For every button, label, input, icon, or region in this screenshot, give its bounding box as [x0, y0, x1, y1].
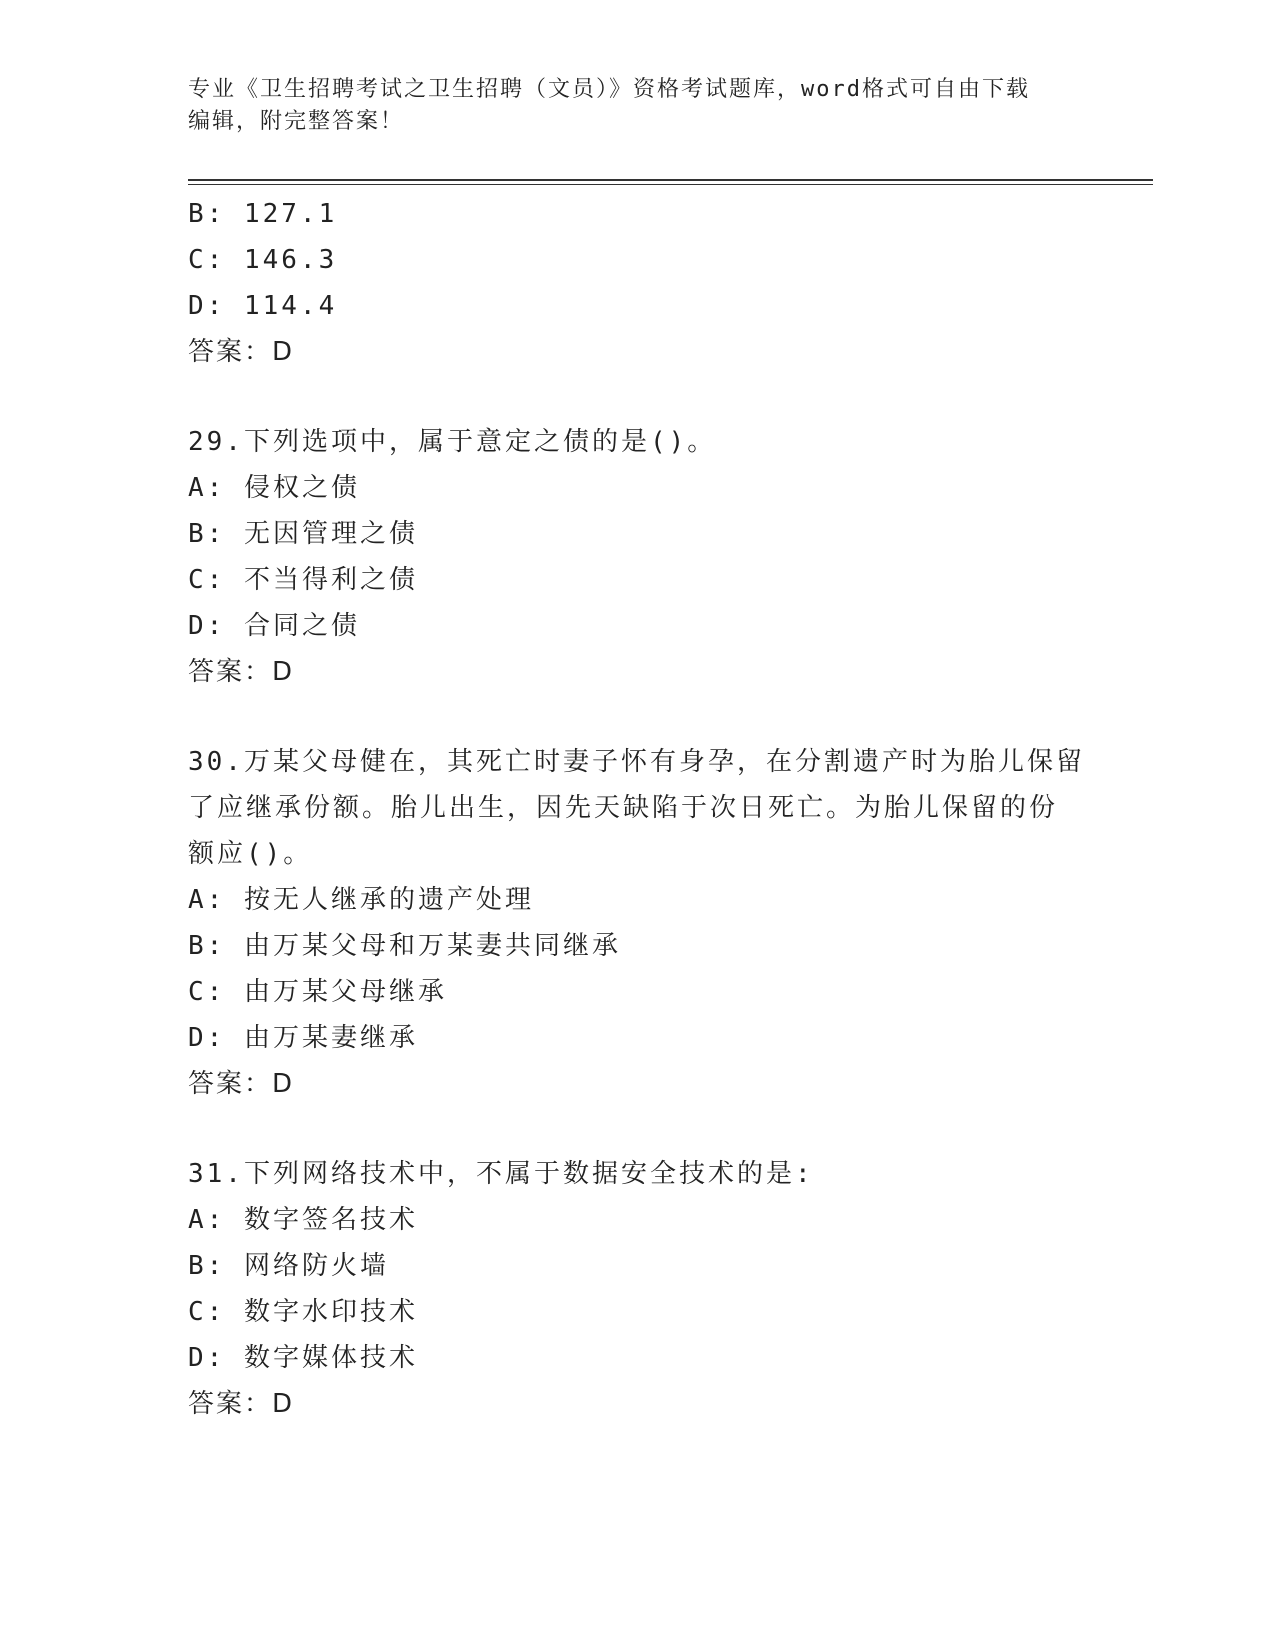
- question-stem: 31.下列网络技术中，不属于数据安全技术的是:: [188, 1159, 814, 1189]
- spacer: [188, 375, 1088, 419]
- document-header: [188, 74, 1088, 138]
- header-line-2: 编辑，附完整答案！: [188, 109, 405, 134]
- answer-line: 答案：D: [188, 657, 295, 687]
- spacer: [188, 1107, 1088, 1151]
- answer-line: 答案：D: [188, 1389, 295, 1419]
- option-b: B: 由万某父母和万某妻共同继承: [188, 931, 621, 961]
- option-b: B: 127.1: [188, 199, 338, 229]
- header-divider-thin: [188, 184, 1153, 185]
- question-stem-line-3: 额应()。: [188, 839, 313, 869]
- option-d: D: 由万某妻继承: [188, 1023, 418, 1053]
- option-b: B: 网络防火墙: [188, 1251, 389, 1281]
- option-c: C: 由万某父母继承: [188, 977, 447, 1007]
- option-c: C: 数字水印技术: [188, 1297, 418, 1327]
- option-a: A: 侵权之债: [188, 473, 360, 503]
- option-c: C: 不当得利之债: [188, 565, 418, 595]
- answer-line: 答案：D: [188, 337, 295, 367]
- answer-line: 答案：D: [188, 1069, 295, 1099]
- option-d: D: 合同之债: [188, 611, 360, 641]
- question-stem-line-2: 了应继承份额。胎儿出生，因先天缺陷于次日死亡。为胎儿保留的份: [188, 793, 1059, 823]
- question-block-28: [188, 191, 1088, 375]
- question-block-30: [188, 739, 1088, 1107]
- header-divider-thick: [188, 179, 1153, 181]
- option-a: A: 按无人继承的遗产处理: [188, 885, 534, 915]
- option-c: C: 146.3: [188, 245, 338, 275]
- question-stem-line-1: 30.万某父母健在，其死亡时妻子怀有身孕，在分割遗产时为胎儿保留: [188, 747, 1085, 777]
- header-line-1: 专业《卫生招聘考试之卫生招聘（文员）》资格考试题库，word格式可自由下载: [188, 77, 1030, 102]
- option-d: D: 114.4: [188, 291, 338, 321]
- document-body: [188, 191, 1088, 1427]
- question-stem: 29.下列选项中，属于意定之债的是()。: [188, 427, 717, 457]
- question-block-31: [188, 1151, 1088, 1427]
- spacer: [188, 695, 1088, 739]
- option-a: A: 数字签名技术: [188, 1205, 418, 1235]
- option-b: B: 无因管理之债: [188, 519, 418, 549]
- question-block-29: [188, 419, 1088, 695]
- option-d: D: 数字媒体技术: [188, 1343, 418, 1373]
